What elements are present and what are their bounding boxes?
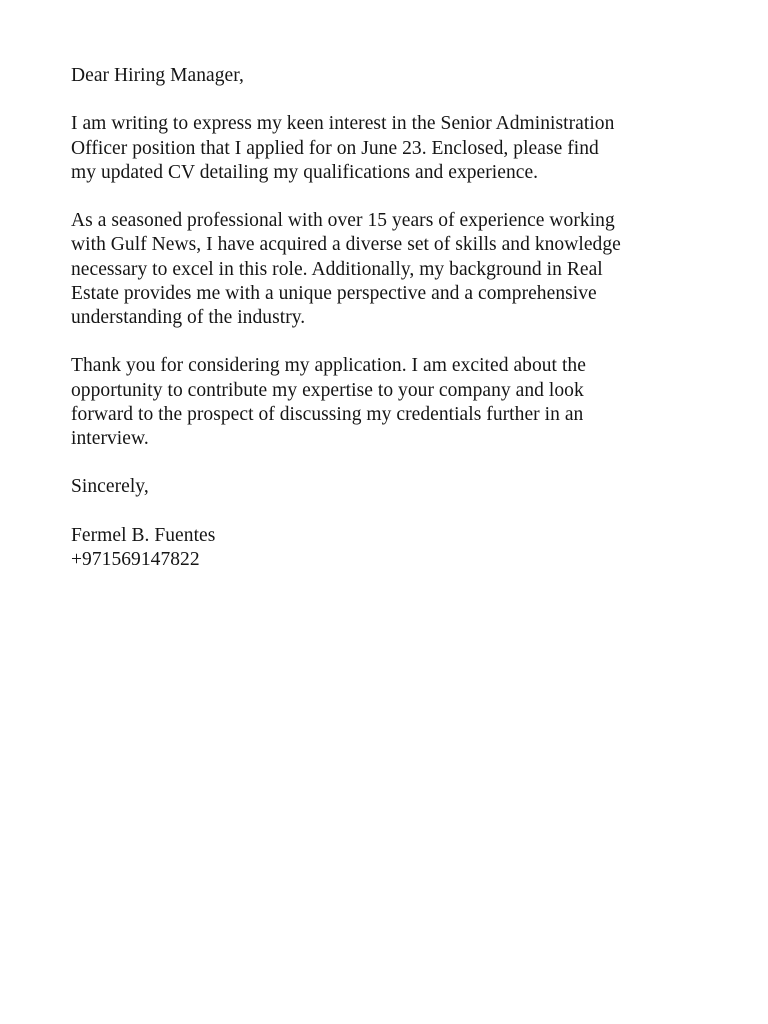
paragraph-line: Thank you for considering my application. I am excited about the [71, 355, 586, 377]
paragraph-closing [71, 354, 693, 451]
signature-phone: +971569147822 [71, 548, 200, 570]
signature-block [71, 524, 693, 572]
letter-body [71, 64, 693, 572]
signature-name: Fermel B. Fuentes [71, 524, 216, 546]
paragraph-line: I am writing to express my keen interest in the Senior Administration [71, 113, 615, 135]
paragraph-line: necessary to excel in this role. Additionally, my background in Real [71, 258, 603, 280]
paragraph-line: my updated CV detailing my qualifications and experience. [71, 161, 539, 183]
paragraph-line: interview. [71, 428, 149, 449]
paragraph-intro [71, 112, 693, 185]
paragraph-line: forward to the prospect of discussing my credentials further in an [71, 403, 584, 425]
paragraph-line: As a seasoned professional with over 15 years of experience working [71, 210, 615, 232]
paragraph-experience [71, 209, 693, 330]
salutation: Dear Hiring Manager, [71, 65, 244, 86]
paragraph-line: understanding of the industry. [71, 307, 306, 328]
paragraph-line: with Gulf News, I have acquired a diverse set of skills and knowledge [71, 234, 621, 256]
paragraph-line: Officer position that I applied for on June 23. Enclosed, please find [71, 137, 599, 159]
paragraph-line: Estate provides me with a unique perspective and a comprehensive [71, 282, 597, 304]
closing-salutation: Sincerely, [71, 476, 149, 498]
paragraph-line: opportunity to contribute my expertise to your company and look [71, 379, 584, 401]
